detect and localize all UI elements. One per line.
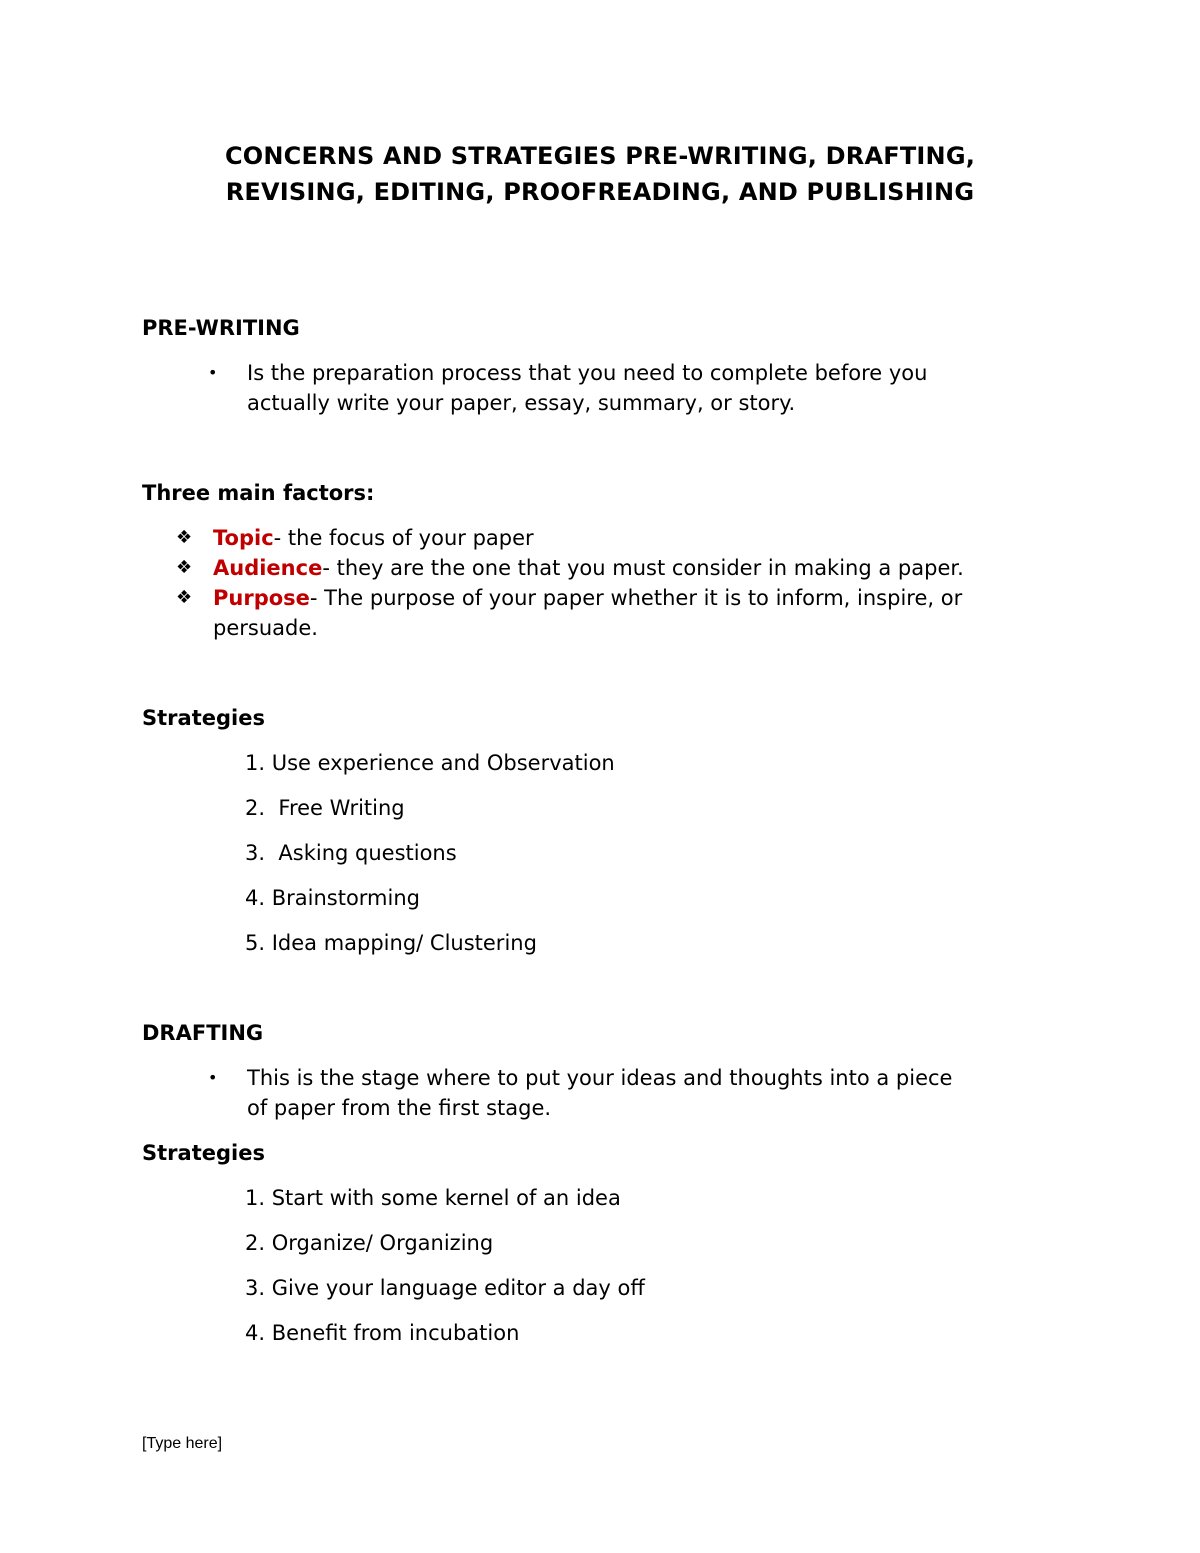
drafting-definition-line-2: of paper from the first stage.	[247, 1096, 552, 1120]
strategy-item: 1. Start with some kernel of an idea	[245, 1186, 621, 1210]
factor-item	[176, 553, 1076, 583]
title-line-1: CONCERNS AND STRATEGIES PRE-WRITING, DRAFTING,	[224, 142, 976, 170]
prewriting-strategies-heading: Strategies	[142, 706, 265, 730]
factor-text: - the focus of your paper	[273, 526, 534, 550]
factor-item	[176, 523, 1076, 553]
factor-key: Audience	[213, 556, 323, 580]
title-line-2: REVISING, EDITING, PROOFREADING, AND PUBLISHING	[225, 178, 975, 206]
drafting-definition-line-1: This is the stage where to put your ideas and thoughts into a piece	[247, 1066, 953, 1090]
factor-text: - they are the one that you must consider in making a paper.	[322, 556, 964, 580]
factor-key: Topic	[213, 526, 274, 550]
prewriting-definition-line-1: Is the preparation process that you need to complete before you	[247, 361, 928, 385]
diamond-bullet-icon: ❖	[176, 587, 193, 608]
drafting-strategies-heading: Strategies	[142, 1141, 265, 1165]
factor-item	[176, 583, 1076, 643]
strategy-item: 4. Brainstorming	[245, 886, 420, 910]
prewriting-definition-line-2: actually write your paper, essay, summary, or story.	[247, 391, 796, 415]
strategy-item: 2. Organize/ Organizing	[245, 1231, 494, 1255]
drafting-heading: DRAFTING	[142, 1021, 264, 1045]
drafting-definition	[210, 1063, 1070, 1123]
footer-placeholder[interactable]: [Type here]	[142, 1435, 223, 1452]
strategy-item: 3. Asking questions	[245, 841, 457, 865]
prewriting-heading: PRE-WRITING	[142, 316, 300, 340]
factor-text: - The purpose of your paper whether it is to inform, inspire, or	[309, 586, 963, 610]
factor-key: Purpose	[213, 586, 310, 610]
strategy-item: 3. Give your language editor a day off	[245, 1276, 645, 1300]
bullet-icon: •	[208, 363, 218, 382]
strategy-item: 5. Idea mapping/ Clustering	[245, 931, 537, 955]
bullet-icon: •	[208, 1068, 218, 1087]
factor-text-continued: persuade.	[213, 616, 318, 640]
diamond-bullet-icon: ❖	[176, 527, 193, 548]
strategy-item: 1. Use experience and Observation	[245, 751, 615, 775]
diamond-bullet-icon: ❖	[176, 557, 193, 578]
prewriting-definition	[210, 358, 1070, 418]
strategy-item: 4. Benefit from incubation	[245, 1321, 520, 1345]
document-title	[100, 138, 1100, 210]
factors-heading: Three main factors:	[142, 481, 375, 505]
strategy-item: 2. Free Writing	[245, 796, 405, 820]
